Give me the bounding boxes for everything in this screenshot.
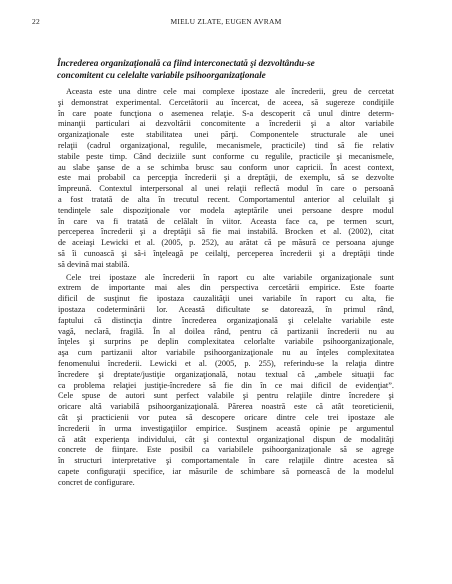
text-line: concrete de fiinţare. Este posibil ca variabilele psihoorganizaţionale să se agrege — [58, 445, 394, 455]
text-line: relaţii (cadrul organizaţional, regulile, mecanismele, practicile) tind să fie relativ — [58, 140, 394, 150]
text-line: ca problema relaţiei justiţie-încredere să fie din în ce mai dificil de evidenţiat”. — [58, 380, 394, 390]
text-line: aşa cum partizanii altor variabile psihoorganizaţionale nu au înţeles complexitatea — [58, 348, 394, 358]
text-line: dificil de susţinut fie ipostaza cauzalităţii unei variabile în raport cu alta, fie — [58, 294, 394, 304]
text-line: în care poate funcţiona o asemenea relaţie. S-a descoperit că unul dintre determ- — [58, 108, 394, 118]
text-line: în care va fi tratată de celălalt în viitor. Aceasta face ca, pe termen scurt, — [58, 216, 394, 226]
text-line: este mai probabil ca percepţia încrederii şi a dreptăţii, de exemplu, să se dezvolte — [58, 173, 394, 183]
text-line: minanţii particulari ai dezvoltării concomitente a încrederii şi a altor variabile — [58, 119, 394, 129]
text-line: capete configuraţii specifice, iar măsurile de schimbare să pornească de la modelul — [58, 466, 394, 476]
text-line: oricare altă variabilă psihoorganizaţională. Părerea noastră este că atât teoreticienii, — [58, 402, 394, 412]
text-line: au slabe şanse de a se schimba brusc sau conform unor capricii. În acest context, — [58, 162, 394, 172]
text-line: faptului că distincţia dintre încrederea organizaţională şi celelalte variabile este — [58, 315, 394, 325]
text-line: stabile peste timp. Când deciziile sunt conforme cu regulile, practicile şi mecanismele, — [58, 151, 394, 161]
text-line: de aceiaşi Lewicki et al. (2005, p. 252), au arătat că pe măsură ce persoana ajunge — [58, 238, 394, 248]
text-line: Cele spuse de autori sunt perfect valabile şi pentru relaţiile dintre încredere şi — [58, 391, 394, 401]
text-line: organizaţionale este stabilitatea unei părţi. Componentele structurale ale unei — [58, 130, 394, 140]
text-line: a fost tratată de alta în trecutul recent. Comportamentul anterior al celuilalt şi — [58, 194, 394, 204]
text-line: că atât experienţa individului, cât şi contextul organizaţional dispun de modalităţi — [58, 434, 394, 444]
text-line: în structuri interpretative şi comportamentale în care relaţiile dintre acestea să — [58, 456, 394, 466]
text-line: încredere şi dreptate/justiţie organizaţională, notau textual că „ambele situaţii fac — [58, 369, 394, 379]
text-line: ipostaza codeterminării lor. Această dificultate se datorează, în primul rând, — [58, 304, 394, 314]
section-title-line: concomitent cu celelalte variabile psihoorganizaţionale — [57, 70, 266, 80]
text-line: Cele trei ipostaze ale încrederii în raport cu alte variabile organizaţionale sunt — [66, 272, 394, 282]
section-title — [57, 57, 397, 81]
text-line: înţeles şi surprins pe deplin complexitatea celorlalte variabile psihoorganizaţionale, — [58, 337, 394, 347]
section-title-line: Încrederea organizaţională ca fiind interconectată şi dezvoltându-se — [57, 58, 315, 68]
page-header — [32, 17, 420, 29]
paragraph — [58, 87, 394, 271]
text-line: să devină mai stabilă. — [58, 259, 130, 269]
text-line: perceperea încrederii şi a dreptăţii să fie mai instabilă. Brocken et al. (2002), citat — [58, 227, 394, 237]
text-line: concret de configurare. — [58, 477, 135, 487]
text-line: Aceasta este una dintre cele mai complexe ipostaze ale încrederii, greu de cercetat — [66, 87, 394, 96]
text-line: extrem de importante mai ales din perspectiva cercetării empirice. Este foarte — [58, 283, 394, 293]
paragraph — [58, 273, 394, 489]
page-number: 22 — [32, 17, 40, 26]
running-head: MIELU ZLATE, EUGEN AVRAM — [170, 17, 282, 26]
text-line: tendinţele sale dispoziţionale vor modela aşteptările unei persoane despre modul — [58, 205, 394, 215]
text-line: încrederii în urma investigaţiilor empirice. Susţinem această opinie pe argumentul — [58, 423, 394, 433]
text-line: şi demonstrat experimental. Cercetătorii au încercat, de aceea, să sugereze condiţiile — [58, 97, 394, 107]
text-line: fenomenului încrederii. Lewicki et al. (2005, p. 255), referindu-se la relaţia dintre — [58, 358, 394, 368]
text-line: vagă, neclară, fragilă. În al doilea rând, pentru că partizanii încrederii nu au — [58, 326, 394, 336]
body-text — [58, 87, 394, 488]
text-line: cât şi practicienii vor putea să descopere oricare dintre cele trei ipostaze ale — [58, 412, 394, 422]
text-line: împreună. Contextul interpersonal al unei relaţii reflectă modul în care o persoană — [58, 184, 394, 194]
text-line: să îi cunoască şi să-i înţeleagă pe ceilalţi, perceperea încrederii şi a dreptăţii tinde — [58, 248, 394, 258]
